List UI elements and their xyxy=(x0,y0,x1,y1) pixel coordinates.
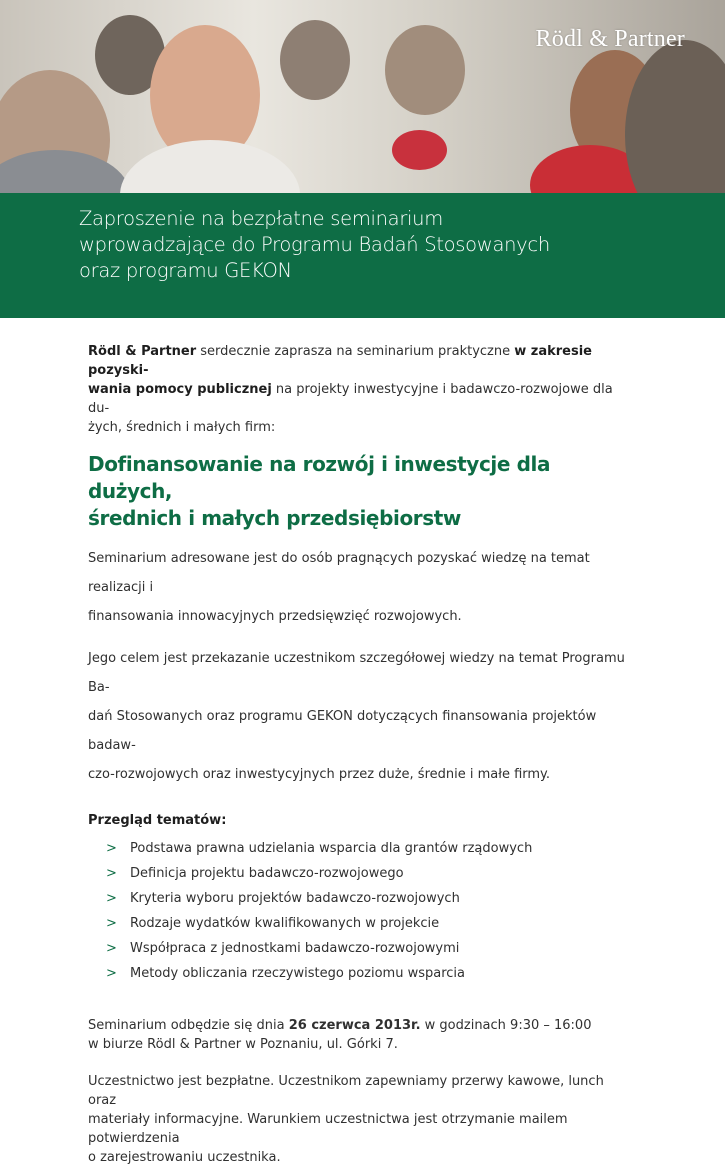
chevron-right-icon: > xyxy=(106,866,117,881)
topics-heading: Przegląd tematów: xyxy=(88,813,227,828)
photo-person-left-shirt xyxy=(0,150,130,193)
list-item xyxy=(106,936,628,961)
paragraph-line: o zarejestrowaniu uczestnika. xyxy=(88,1150,281,1165)
paragraph-line: Seminarium adresowane jest do osób pragnących pozyskać wiedzę na temat realizacji i xyxy=(88,551,590,595)
list-item xyxy=(106,836,628,861)
schedule-text: Seminarium odbędzie się dnia xyxy=(88,1018,289,1033)
paragraph-line: dań Stosowanych oraz programu GEKON dotyczących finansowania projektów badaw- xyxy=(88,709,597,753)
page-title-line: wprowadzające do Programu Badań Stosowanych xyxy=(79,233,550,256)
photo-background-person xyxy=(385,25,465,115)
topic-text: Rodzaje wydatków kwalifikowanych w projekcie xyxy=(130,916,440,931)
venue-text: w biurze Rödl & Partner w Poznaniu, ul. Górki 7. xyxy=(88,1037,398,1052)
document-body xyxy=(88,342,628,1167)
paragraph-line: finansowania innowacyjnych przedsięwzięć rozwojowych. xyxy=(88,609,462,624)
topic-text: Metody obliczania rzeczywistego poziomu wsparcia xyxy=(130,966,465,981)
topic-text: Definicja projektu badawczo-rozwojowego xyxy=(130,866,404,881)
paragraph-line: czo-rozwojowych oraz inwestycyjnych przez duże, średnie i małe firmy. xyxy=(88,767,551,782)
photo-red-armband xyxy=(392,130,447,170)
list-item xyxy=(106,861,628,886)
seminar-date: 26 czerwca 2013r. xyxy=(288,1018,421,1033)
intro-emphasis: wania pomocy publicznej xyxy=(88,382,272,397)
intro-paragraph xyxy=(88,342,628,437)
intro-text: serdecznie zaprasza na seminarium praktyczne xyxy=(196,344,515,359)
paragraph-line: materiały informacyjne. Warunkiem uczestnictwa jest otrzymanie mailem potwierdzenia xyxy=(88,1112,568,1146)
page-title-line: oraz programu GEKON xyxy=(79,259,292,282)
paragraph-line: Jego celem jest przekazanie uczestnikom szczegółowej wiedzy na temat Programu Ba- xyxy=(88,651,625,695)
company-name: Rödl & Partner xyxy=(88,344,197,359)
intro-text: żych, średnich i małych firm: xyxy=(88,420,276,435)
chevron-right-icon: > xyxy=(106,966,117,981)
chevron-right-icon: > xyxy=(106,841,117,856)
topic-text: Podstawa prawna udzielania wsparcia dla grantów rządowych xyxy=(130,841,533,856)
chevron-right-icon: > xyxy=(106,891,117,906)
list-item xyxy=(106,886,628,911)
intro-text: na projekty inwestycyjne i badawczo-rozwojowe dla du- xyxy=(88,382,613,416)
section-headline xyxy=(88,451,628,532)
paragraph-line: Uczestnictwo jest bezpłatne. Uczestnikom zapewniamy przerwy kawowe, lunch oraz xyxy=(88,1074,604,1108)
topic-text: Kryteria wyboru projektów badawczo-rozwojowych xyxy=(130,891,460,906)
brand-logo: Rödl & Partner xyxy=(535,26,685,52)
list-item xyxy=(106,911,628,936)
headline-line: Dofinansowanie na rozwój i inwestycje dla dużych, xyxy=(88,452,551,503)
schedule-text: w godzinach 9:30 – 16:00 xyxy=(420,1018,592,1033)
audience-paragraph xyxy=(88,544,628,631)
purpose-paragraph xyxy=(88,644,628,789)
photo-person-center-shirt xyxy=(120,140,300,193)
schedule-paragraph xyxy=(88,1016,628,1054)
page-title xyxy=(79,206,679,284)
topics-list xyxy=(106,836,628,986)
chevron-right-icon: > xyxy=(106,941,117,956)
page-title-line: Zaproszenie na bezpłatne seminarium xyxy=(79,207,443,230)
headline-line: średnich i małych przedsiębiorstw xyxy=(88,506,462,530)
header-photo xyxy=(0,0,725,193)
intro-emphasis: w zakresie pozyski- xyxy=(88,344,592,378)
list-item xyxy=(106,961,628,986)
chevron-right-icon: > xyxy=(106,916,117,931)
closing-paragraph xyxy=(88,1072,628,1167)
topic-text: Współpraca z jednostkami badawczo-rozwojowymi xyxy=(130,941,460,956)
photo-background-person xyxy=(280,20,350,100)
